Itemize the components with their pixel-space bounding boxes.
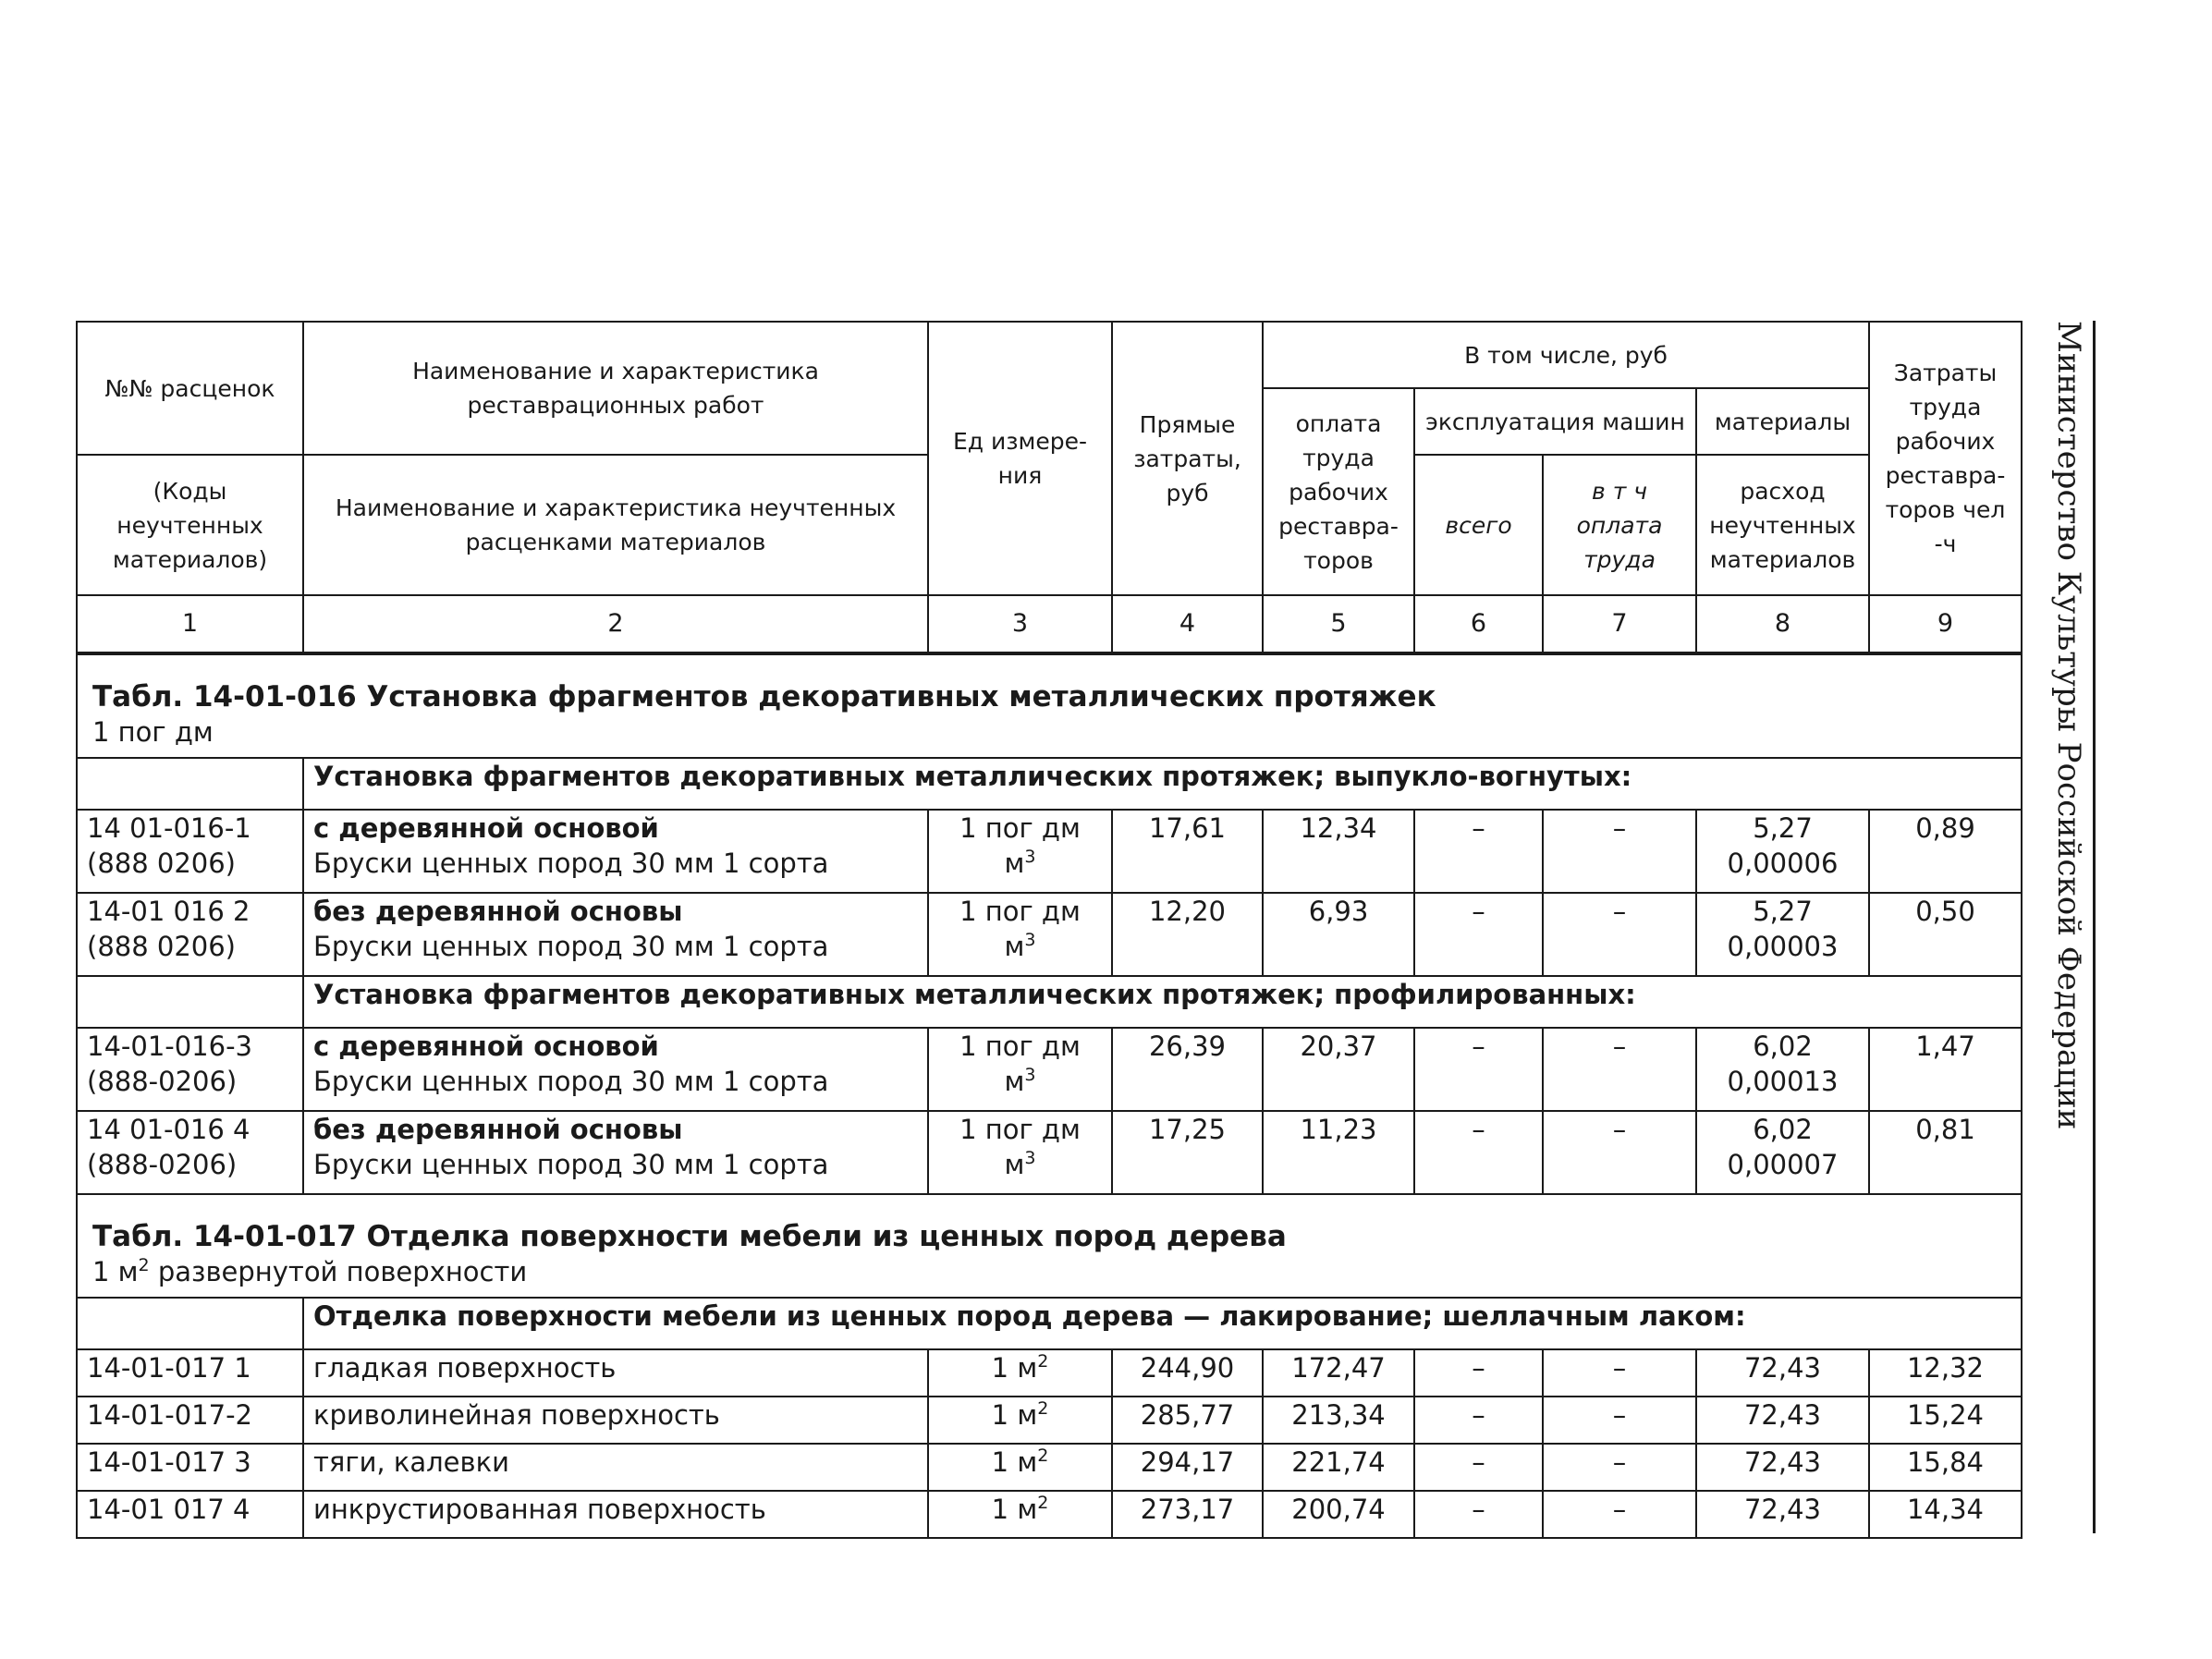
vertical-side-title: [2045, 321, 2096, 1533]
section-title: Табл. 14-01-016 Установка фрагментов декоративных металлических протяжек: [92, 680, 1436, 714]
machines-total: –: [1414, 1028, 1543, 1111]
rate-code: 14-01-017 1: [77, 1349, 303, 1397]
subgroup-row: [77, 1298, 2022, 1349]
labor-hours: 15,24: [1869, 1397, 2022, 1444]
direct-costs: 12,20: [1112, 893, 1263, 976]
col-number: 8: [1696, 595, 1869, 653]
unit-exponent: 3: [1024, 847, 1036, 867]
unit-exponent: 2: [1037, 1351, 1049, 1372]
col-number: 1: [77, 595, 303, 653]
work-name: без деревянной основы: [313, 1114, 683, 1145]
work-name: инкрустированная поверхность: [303, 1491, 928, 1538]
header-machines-total: всего: [1414, 455, 1543, 595]
work-name: без деревянной основы: [313, 896, 683, 927]
labor-hours: 1,47: [1869, 1028, 2022, 1111]
machines-pay: –: [1543, 1491, 1696, 1538]
unit: 1 м: [991, 1446, 1038, 1478]
material-unit: м: [1004, 848, 1025, 879]
unit-exponent: 3: [1024, 930, 1036, 950]
rate-code: 14 01-016 4: [87, 1114, 251, 1145]
subgroup-label: Установка фрагментов декоративных металлических протяжек; профилированных:: [303, 976, 2022, 1028]
table-row: [77, 1349, 2022, 1397]
col-number: 2: [303, 595, 928, 653]
header-codes: №№ расценок: [77, 322, 303, 455]
table-row: [77, 1444, 2022, 1491]
labor-hours: 14,34: [1869, 1491, 2022, 1538]
material-name: Бруски ценных пород 30 мм 1 сорта: [313, 848, 829, 879]
work-name: с деревянной основой: [313, 1031, 659, 1062]
table-row: [77, 1028, 2022, 1111]
col-number: 5: [1263, 595, 1414, 653]
table-row: [77, 810, 2022, 893]
unit: 1 м: [991, 1494, 1038, 1525]
unit: 1 пог дм: [959, 1031, 1081, 1062]
labor-pay: 213,34: [1263, 1397, 1414, 1444]
table-row: [77, 1111, 2022, 1194]
section-unit: 1 пог дм: [92, 716, 214, 748]
side-title-text: Министерство Культуры Российской Федерации: [2050, 321, 2087, 1130]
section-header: [77, 653, 2022, 758]
direct-costs: 294,17: [1112, 1444, 1263, 1491]
unit: 1 м: [991, 1399, 1038, 1431]
materials-cost: 72,43: [1696, 1397, 1869, 1444]
machines-total: –: [1414, 1491, 1543, 1538]
table-row: [77, 1491, 2022, 1538]
labor-pay: 11,23: [1263, 1111, 1414, 1194]
col-number: 7: [1543, 595, 1696, 653]
materials-cost: 5,27: [1753, 896, 1813, 927]
price-table: [76, 321, 2023, 1539]
header-materials: материалы: [1696, 388, 1869, 455]
unit-exponent: 3: [1024, 1065, 1036, 1085]
labor-pay: 12,34: [1263, 810, 1414, 893]
material-usage: 0,00006: [1727, 848, 1839, 879]
subgroup-row: [77, 976, 2022, 1028]
unit-exponent: 3: [1024, 1148, 1036, 1168]
unit: 1 пог дм: [959, 1114, 1081, 1145]
material-code: (888-0206): [87, 1149, 238, 1180]
materials-cost: 72,43: [1696, 1444, 1869, 1491]
header-machines-pay: в т ч оплата труда: [1543, 455, 1696, 595]
machines-total: –: [1414, 810, 1543, 893]
unit: 1 пог дм: [959, 896, 1081, 927]
labor-hours: 0,81: [1869, 1111, 2022, 1194]
machines-pay: –: [1543, 1444, 1696, 1491]
col-number: 6: [1414, 595, 1543, 653]
labor-hours: 0,89: [1869, 810, 2022, 893]
machines-pay: –: [1543, 810, 1696, 893]
col-number: 9: [1869, 595, 2022, 653]
section-title: Табл. 14-01-017 Отделка поверхности мебели из ценных пород дерева: [92, 1220, 1287, 1253]
labor-hours: 12,32: [1869, 1349, 2022, 1397]
labor-pay: 172,47: [1263, 1349, 1414, 1397]
machines-pay: –: [1543, 1349, 1696, 1397]
materials-cost: 72,43: [1696, 1491, 1869, 1538]
machines-total: –: [1414, 1444, 1543, 1491]
direct-costs: 244,90: [1112, 1349, 1263, 1397]
direct-costs: 26,39: [1112, 1028, 1263, 1111]
table-row: [77, 893, 2022, 976]
material-name: Бруски ценных пород 30 мм 1 сорта: [313, 931, 829, 962]
material-code: (888-0206): [87, 1066, 238, 1097]
work-name: гладкая поверхность: [303, 1349, 928, 1397]
material-unit: м: [1004, 1066, 1025, 1097]
subgroup-row: [77, 758, 2022, 810]
section-unit: 1 $м^2$ развернутой поверхности: [92, 1255, 528, 1287]
header-material-codes: (Коды неучтенных материалов): [77, 455, 303, 595]
unit-exponent: 2: [1037, 1446, 1049, 1466]
material-name: Бруски ценных пород 30 мм 1 сорта: [313, 1149, 829, 1180]
material-name: Бруски ценных пород 30 мм 1 сорта: [313, 1066, 829, 1097]
direct-costs: 285,77: [1112, 1397, 1263, 1444]
material-usage: 0,00003: [1727, 931, 1839, 962]
material-code: (888 0206): [87, 931, 237, 962]
header-number-row: [77, 595, 2022, 653]
direct-costs: 17,61: [1112, 810, 1263, 893]
material-usage: 0,00007: [1727, 1149, 1839, 1180]
labor-hours: 0,50: [1869, 893, 2022, 976]
header-row-1: [77, 322, 2022, 388]
unit: 1 м: [991, 1352, 1038, 1384]
work-name: тяги, калевки: [303, 1444, 928, 1491]
machines-total: –: [1414, 1397, 1543, 1444]
materials-cost: 72,43: [1696, 1349, 1869, 1397]
rate-code: 14-01-017 3: [77, 1444, 303, 1491]
direct-costs: 17,25: [1112, 1111, 1263, 1194]
unit-exponent: 2: [138, 1255, 150, 1275]
header-work-name: Наименование и характеристика реставрационных работ: [303, 322, 928, 455]
materials-cost: 6,02: [1753, 1114, 1813, 1145]
work-name: криволинейная поверхность: [303, 1397, 928, 1444]
labor-pay: 221,74: [1263, 1444, 1414, 1491]
machines-total: –: [1414, 1111, 1543, 1194]
header-material-name: Наименование и характеристика неучтенных расценками материалов: [303, 455, 928, 595]
rate-code: 14-01-016-3: [87, 1031, 252, 1062]
unit: 1 пог дм: [959, 812, 1081, 844]
header-material-usage: расход неучтенных материалов: [1696, 455, 1869, 595]
subgroup-label: Установка фрагментов декоративных металлических протяжек; выпукло-вогнутых:: [303, 758, 2022, 810]
header-unit: Ед измере-ния: [928, 322, 1112, 595]
col-number: 3: [928, 595, 1112, 653]
work-name: с деревянной основой: [313, 812, 659, 844]
machines-total: –: [1414, 1349, 1543, 1397]
machines-pay: –: [1543, 893, 1696, 976]
unit-exponent: 2: [1037, 1493, 1049, 1513]
subgroup-label: Отделка поверхности мебели из ценных пород дерева — лакирование; шеллачным лаком:: [303, 1298, 2022, 1349]
machines-pay: –: [1543, 1111, 1696, 1194]
material-code: (888 0206): [87, 848, 237, 879]
labor-pay: 200,74: [1263, 1491, 1414, 1538]
machines-pay: –: [1543, 1028, 1696, 1111]
material-usage: 0,00013: [1727, 1066, 1839, 1097]
col-number: 4: [1112, 595, 1263, 653]
materials-cost: 6,02: [1753, 1031, 1813, 1062]
machines-total: –: [1414, 893, 1543, 976]
table-row: [77, 1397, 2022, 1444]
header-labor-pay: оплата труда рабочих реставра-торов: [1263, 388, 1414, 595]
material-unit: м: [1004, 931, 1025, 962]
rate-code: 14 01-016-1: [87, 812, 251, 844]
header-direct-costs: Прямые затраты, руб: [1112, 322, 1263, 595]
rate-code: 14-01-017-2: [77, 1397, 303, 1444]
rate-code: 14-01 017 4: [77, 1491, 303, 1538]
labor-pay: 6,93: [1263, 893, 1414, 976]
section-header: [77, 1194, 2022, 1298]
materials-cost: 5,27: [1753, 812, 1813, 844]
direct-costs: 273,17: [1112, 1491, 1263, 1538]
material-unit: м: [1004, 1149, 1025, 1180]
labor-pay: 20,37: [1263, 1028, 1414, 1111]
header-including: В том числе, руб: [1263, 322, 1869, 388]
header-machines: эксплуатация машин: [1414, 388, 1696, 455]
machines-pay: –: [1543, 1397, 1696, 1444]
header-labor-hours: Затраты труда рабочих реставра-торов чел -ч: [1869, 322, 2022, 595]
rate-code: 14-01 016 2: [87, 896, 251, 927]
unit-exponent: 2: [1037, 1398, 1049, 1419]
labor-hours: 15,84: [1869, 1444, 2022, 1491]
